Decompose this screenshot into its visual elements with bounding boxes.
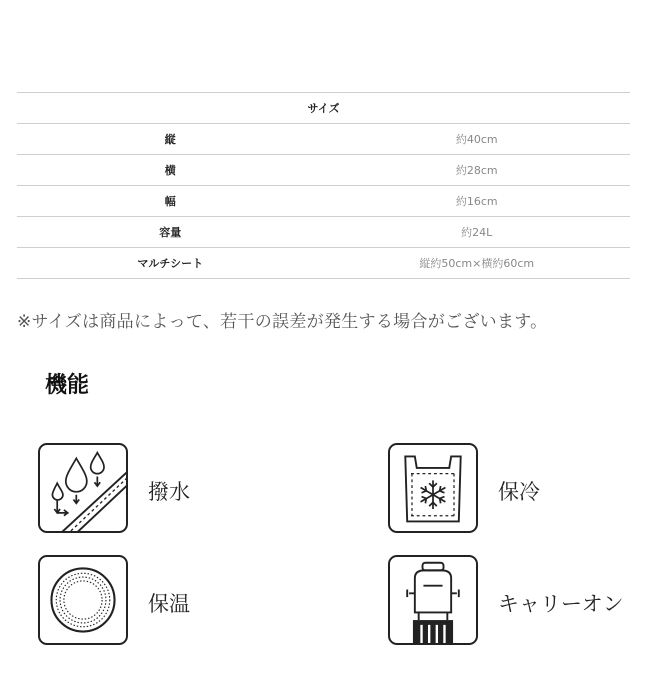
feature-label-water-repellent: 撥水	[148, 480, 190, 504]
table-row	[17, 155, 630, 186]
row-label-multi-sheet: マルチシート	[17, 248, 324, 279]
feature-label-cold-insulation: 保冷	[498, 480, 540, 504]
size-table-header: サイズ	[17, 93, 630, 124]
water-repellent-icon	[38, 443, 128, 533]
table-row	[17, 186, 630, 217]
table-row	[17, 217, 630, 248]
feature-label-carry-on: キャリーオン	[498, 592, 624, 616]
feature-label-heat-insulation: 保温	[148, 592, 190, 616]
row-value-width: 約28cm	[324, 155, 631, 186]
features-title: 機能	[45, 373, 90, 398]
row-value-height: 約40cm	[324, 124, 631, 155]
table-row	[17, 124, 630, 155]
row-label-width: 横	[17, 155, 324, 186]
cold-insulation-icon	[388, 443, 478, 533]
heat-insulation-icon	[38, 555, 128, 645]
row-value-multi-sheet: 縦約50cm×横約60cm	[324, 248, 631, 279]
row-value-depth: 約16cm	[324, 186, 631, 217]
row-label-height: 縦	[17, 124, 324, 155]
size-table-header-row	[17, 93, 630, 124]
row-label-capacity: 容量	[17, 217, 324, 248]
row-value-capacity: 約24L	[324, 217, 631, 248]
carry-on-icon	[388, 555, 478, 645]
size-table	[17, 92, 630, 279]
size-disclaimer-note: ※サイズは商品によって、若干の誤差が発生する場合がございます。	[17, 312, 548, 332]
table-row	[17, 248, 630, 279]
row-label-depth: 幅	[17, 186, 324, 217]
